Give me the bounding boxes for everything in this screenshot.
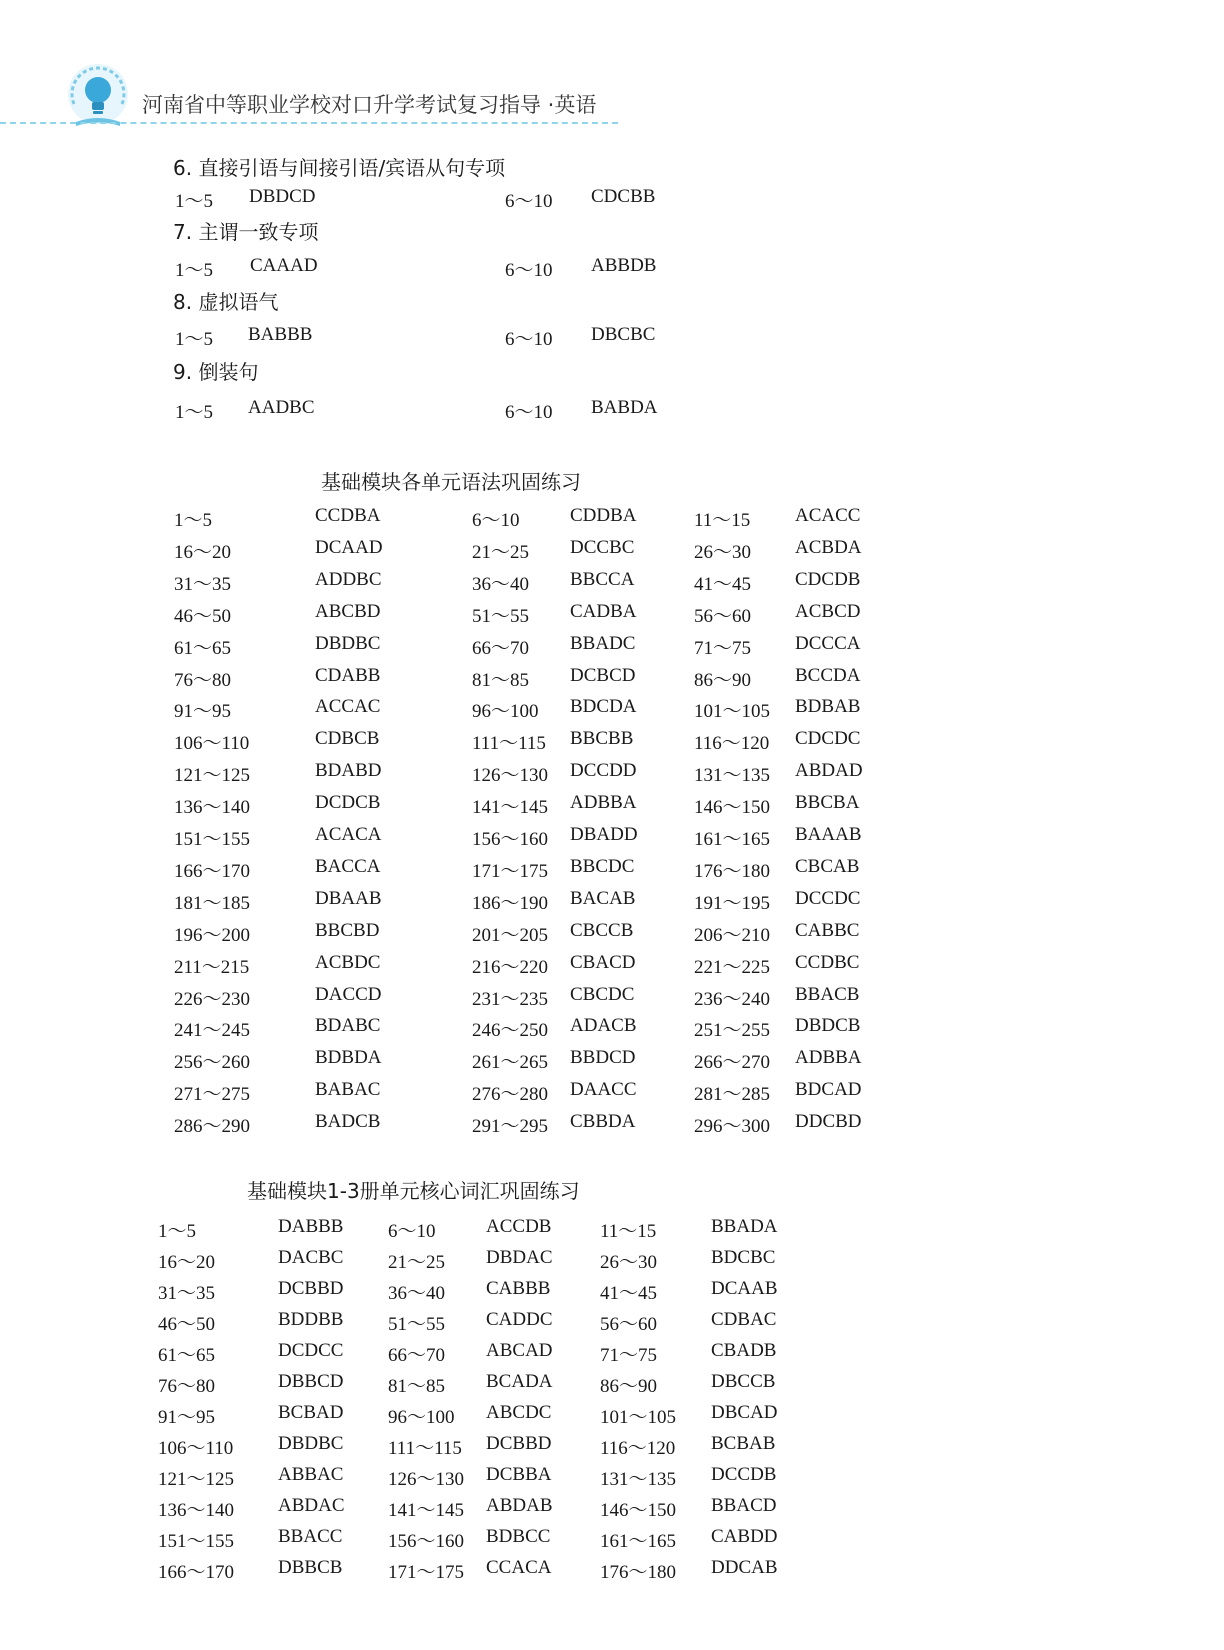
answer-key: BBADA [711, 1216, 778, 1237]
answer-key: DABBB [278, 1216, 344, 1237]
answer-key: BCBAB [711, 1433, 776, 1454]
answer-range: 61～65 [174, 637, 232, 659]
answer-range: 161～165 [694, 829, 771, 850]
answer-key: BBCBA [795, 792, 860, 814]
answer-key: BDDBB [278, 1309, 344, 1330]
answer-range: 61～65 [158, 1345, 216, 1366]
answer-key: ADBBA [795, 1047, 862, 1069]
answer-key: BCCDA [795, 664, 861, 686]
answer-range: 231～235 [472, 988, 549, 1010]
answer-range: 271～275 [174, 1084, 251, 1106]
answer-range: 26～30 [600, 1252, 658, 1273]
answer-key: DCCDD [570, 760, 637, 782]
answer-range: 116～120 [694, 733, 770, 755]
answer-range: 131～135 [600, 1469, 677, 1490]
answer-key: CBBDA [570, 1111, 636, 1133]
answer-range: 31～35 [158, 1283, 216, 1304]
answer-range: 176～180 [600, 1562, 677, 1583]
answer-range: 261～265 [472, 1052, 549, 1074]
answer-key: BACAB [570, 887, 636, 909]
answer-range: 106～110 [174, 733, 250, 755]
answer-range: 81～85 [472, 669, 530, 691]
answer-key: CADBA [570, 600, 637, 622]
answer-key: CBADB [711, 1340, 777, 1361]
answer-range: 6～10 [505, 260, 553, 281]
answer-range: 71～75 [694, 637, 752, 659]
topic-title: 8. 虚拟语气 [173, 290, 279, 314]
answer-key: BDBCC [486, 1526, 551, 1547]
answer-range: 186～190 [472, 892, 549, 914]
answer-range: 51～55 [388, 1314, 446, 1335]
answer-key: DBBCD [278, 1371, 344, 1392]
topic-title: 7. 主谓一致专项 [173, 220, 319, 244]
answer-range: 146～150 [600, 1500, 677, 1521]
answer-range: 6～10 [388, 1221, 436, 1242]
answer-key: BCADA [486, 1371, 553, 1392]
answer-key: ABDAB [486, 1495, 553, 1516]
answer-key: CADDC [486, 1309, 553, 1330]
answer-key: DBAAB [315, 887, 382, 909]
answer-key: BADCB [315, 1111, 381, 1133]
answer-range: 146～150 [694, 797, 771, 819]
answer-range: 6～10 [472, 510, 520, 531]
header-title: 河南省中等职业学校对口升学考试复习指导 ·英语 [142, 93, 597, 117]
answer-range: 36～40 [472, 573, 530, 595]
answer-range: 11～15 [694, 510, 751, 531]
answer-range: 171～175 [472, 860, 549, 882]
answer-range: 251～255 [694, 1020, 771, 1042]
answer-key: CDCDB [795, 568, 861, 590]
vocab-section-title: 基础模块1-3册单元核心词汇巩固练习 [247, 1179, 580, 1203]
answer-key: CCACA [486, 1557, 552, 1578]
answer-key: BDCDA [570, 696, 637, 718]
answer-key: CBCAB [795, 855, 860, 877]
answer-key: ACACA [315, 824, 382, 845]
answer-key: DBDCB [795, 1015, 861, 1037]
answer-key: DCAAD [315, 536, 383, 558]
answer-range: 191～195 [694, 892, 771, 914]
answer-key: BDABD [315, 760, 382, 782]
answer-key: CCDBC [795, 951, 860, 973]
answer-key: DACCD [315, 983, 382, 1005]
answer-range: 176～180 [694, 860, 771, 882]
answer-range: 151～155 [158, 1531, 235, 1552]
answer-range: 291～295 [472, 1116, 549, 1138]
answer-key: DACBC [278, 1247, 344, 1268]
answer-range: 56～60 [600, 1314, 658, 1335]
answer-key: BABBB [248, 324, 313, 345]
answer-key: BBCBD [315, 919, 380, 941]
answer-key: BBACD [711, 1495, 777, 1516]
answer-range: 1～5 [175, 191, 214, 212]
answer-range: 266～270 [694, 1052, 771, 1074]
answer-key: CABBC [795, 919, 860, 941]
answer-range: 166～170 [174, 860, 251, 882]
answer-range: 76～80 [158, 1376, 216, 1397]
answer-range: 126～130 [388, 1469, 465, 1490]
answer-key: BBDCD [570, 1047, 636, 1069]
answer-key: CBACD [570, 951, 636, 973]
answer-range: 11～15 [600, 1221, 657, 1242]
answer-range: 41～45 [694, 573, 752, 595]
answer-key: DBDBC [278, 1433, 344, 1454]
answer-key: ACACC [795, 505, 861, 526]
grammar-section-title: 基础模块各单元语法巩固练习 [321, 470, 581, 494]
answer-range: 46～50 [174, 605, 232, 627]
answer-key: ACBDC [315, 951, 381, 973]
answer-range: 51～55 [472, 605, 530, 627]
answer-range: 236～240 [694, 988, 771, 1010]
answer-range: 141～145 [472, 797, 549, 819]
answer-range: 26～30 [694, 541, 752, 563]
answer-range: 101～105 [694, 701, 771, 723]
answer-key: CAAAD [250, 255, 318, 276]
answer-range: 286～290 [174, 1116, 251, 1138]
topic-title: 6. 直接引语与间接引语/宾语从句专项 [173, 156, 506, 180]
topic-title: 9. 倒装句 [173, 360, 259, 384]
answer-range: 91～95 [174, 701, 232, 723]
answer-range: 86～90 [694, 669, 752, 691]
answer-key: ACBCD [795, 600, 861, 622]
answer-range: 296～300 [694, 1116, 771, 1138]
answer-key: CDABB [315, 664, 381, 686]
answer-range: 206～210 [694, 924, 771, 946]
answer-key: DCCCA [795, 632, 861, 654]
answer-key: ACCAC [315, 696, 381, 718]
answer-key: ABCBD [315, 600, 381, 622]
answer-key: DCCDC [795, 887, 861, 909]
answer-range: 121～125 [158, 1469, 235, 1490]
answer-key: BACCA [315, 855, 381, 877]
answer-key: ABDAD [795, 760, 863, 782]
answer-key: DCBBD [278, 1278, 344, 1299]
answer-key: DBBCB [278, 1557, 343, 1578]
answer-range: 131～135 [694, 765, 771, 787]
answer-range: 96～100 [472, 701, 539, 723]
answer-range: 196～200 [174, 924, 251, 946]
answer-range: 226～230 [174, 988, 251, 1010]
answer-range: 1～5 [174, 510, 213, 531]
answer-range: 36～40 [388, 1283, 446, 1304]
answer-range: 241～245 [174, 1020, 251, 1042]
answer-range: 1～5 [175, 402, 214, 423]
answer-key: DBDAC [486, 1247, 553, 1268]
answer-key: BAAAB [795, 824, 862, 845]
answer-range: 246～250 [472, 1020, 549, 1042]
answer-key: ADACB [570, 1015, 637, 1037]
answer-range: 16～20 [174, 541, 232, 563]
answer-range: 1～5 [175, 260, 214, 281]
answer-range: 111～115 [388, 1438, 462, 1459]
answer-key: DCCDB [711, 1464, 777, 1485]
answer-key: CDBCB [315, 728, 380, 750]
answer-key: BDCBC [711, 1247, 776, 1268]
answer-range: 1～5 [175, 329, 214, 350]
answer-range: 116～120 [600, 1438, 676, 1459]
answer-range: 136～140 [158, 1500, 235, 1521]
answer-key: DDCAB [711, 1557, 778, 1578]
answer-range: 86～90 [600, 1376, 658, 1397]
answer-key: ADDBC [315, 568, 382, 590]
answer-key: DBCAD [711, 1402, 778, 1423]
answer-range: 181～185 [174, 892, 251, 914]
answer-key: DCBBA [486, 1464, 552, 1485]
answer-key: DBCBC [591, 324, 656, 345]
answer-key: ABBDB [591, 255, 657, 276]
answer-range: 21～25 [388, 1252, 446, 1273]
answer-key: AADBC [248, 397, 315, 418]
answer-key: DCDCB [315, 792, 381, 814]
answer-key: DBDCD [249, 186, 316, 207]
answer-range: 161～165 [600, 1531, 677, 1552]
answer-key: ABDAC [278, 1495, 345, 1516]
answer-range: 101～105 [600, 1407, 677, 1428]
answer-key: ACCDB [486, 1216, 552, 1237]
answer-key: DCBCD [570, 664, 636, 686]
answer-key: CCDBA [315, 505, 381, 526]
answer-range: 41～45 [600, 1283, 658, 1304]
answer-key: ACBDA [795, 536, 862, 558]
answer-key: CDBAC [711, 1309, 777, 1330]
answer-range: 16～20 [158, 1252, 216, 1273]
answer-range: 1～5 [158, 1221, 197, 1242]
answer-key: DBADD [570, 824, 638, 845]
header-divider [0, 122, 618, 124]
answer-range: 156～160 [388, 1531, 465, 1552]
answer-range: 66～70 [472, 637, 530, 659]
answer-range: 71～75 [600, 1345, 658, 1366]
answer-key: BABDA [591, 397, 658, 418]
answer-key: ADBBA [570, 792, 637, 814]
answer-key: BDCAD [795, 1079, 862, 1101]
answer-range: 96～100 [388, 1407, 455, 1428]
answer-key: CBCCB [570, 919, 634, 941]
answer-key: BBADC [570, 632, 636, 654]
answer-key: BBACB [795, 983, 860, 1005]
answer-key: CDCDC [795, 728, 861, 750]
answer-range: 76～80 [174, 669, 232, 691]
answer-range: 81～85 [388, 1376, 446, 1397]
answer-range: 126～130 [472, 765, 549, 787]
answer-key: BBCCA [570, 568, 635, 590]
answer-range: 111～115 [472, 733, 546, 755]
answer-range: 216～220 [472, 956, 549, 978]
answer-key: BBACC [278, 1526, 343, 1547]
answer-range: 211～215 [174, 956, 250, 978]
answer-range: 136～140 [174, 797, 251, 819]
answer-key: CBCDC [570, 983, 635, 1005]
answer-range: 221～225 [694, 956, 771, 978]
answer-key: DAACC [570, 1079, 637, 1101]
answer-range: 121～125 [174, 765, 251, 787]
answer-range: 171～175 [388, 1562, 465, 1583]
answer-key: BABAC [315, 1079, 381, 1101]
answer-range: 156～160 [472, 829, 549, 850]
answer-range: 66～70 [388, 1345, 446, 1366]
answer-range: 276～280 [472, 1084, 549, 1106]
answer-range: 106～110 [158, 1438, 234, 1459]
answer-key: ABBAC [278, 1464, 344, 1485]
answer-key: DCBBD [486, 1433, 552, 1454]
answer-key: ABCAD [486, 1340, 553, 1361]
answer-range: 6～10 [505, 329, 553, 350]
answer-key: BBCDC [570, 855, 635, 877]
answer-key: DDCBD [795, 1111, 862, 1133]
answer-key: BDBDA [315, 1047, 382, 1069]
answer-range: 201～205 [472, 924, 549, 946]
answer-range: 91～95 [158, 1407, 216, 1428]
answer-key: CDDBA [570, 505, 637, 526]
answer-range: 31～35 [174, 573, 232, 595]
answer-range: 6～10 [505, 191, 553, 212]
answer-key: BDABC [315, 1015, 381, 1037]
answer-key: BDBAB [795, 696, 861, 718]
answer-key: BCBAD [278, 1402, 344, 1423]
answer-key: BBCBB [570, 728, 634, 750]
answer-key: DBDBC [315, 632, 381, 654]
answer-range: 151～155 [174, 829, 251, 850]
answer-key: CABDD [711, 1526, 778, 1547]
answer-key: DBCCB [711, 1371, 776, 1392]
answer-key: ABCDC [486, 1402, 552, 1423]
answer-key: CDCBB [591, 186, 656, 207]
answer-range: 6～10 [505, 402, 553, 423]
answer-range: 281～285 [694, 1084, 771, 1106]
answer-range: 21～25 [472, 541, 530, 563]
answer-range: 56～60 [694, 605, 752, 627]
answer-key: DCDCC [278, 1340, 344, 1361]
answer-range: 141～145 [388, 1500, 465, 1521]
answer-range: 256～260 [174, 1052, 251, 1074]
answer-key: CABBB [486, 1278, 551, 1299]
answer-key: DCAAB [711, 1278, 778, 1299]
answer-range: 46～50 [158, 1314, 216, 1335]
answer-range: 166～170 [158, 1562, 235, 1583]
answer-key: DCCBC [570, 536, 635, 558]
